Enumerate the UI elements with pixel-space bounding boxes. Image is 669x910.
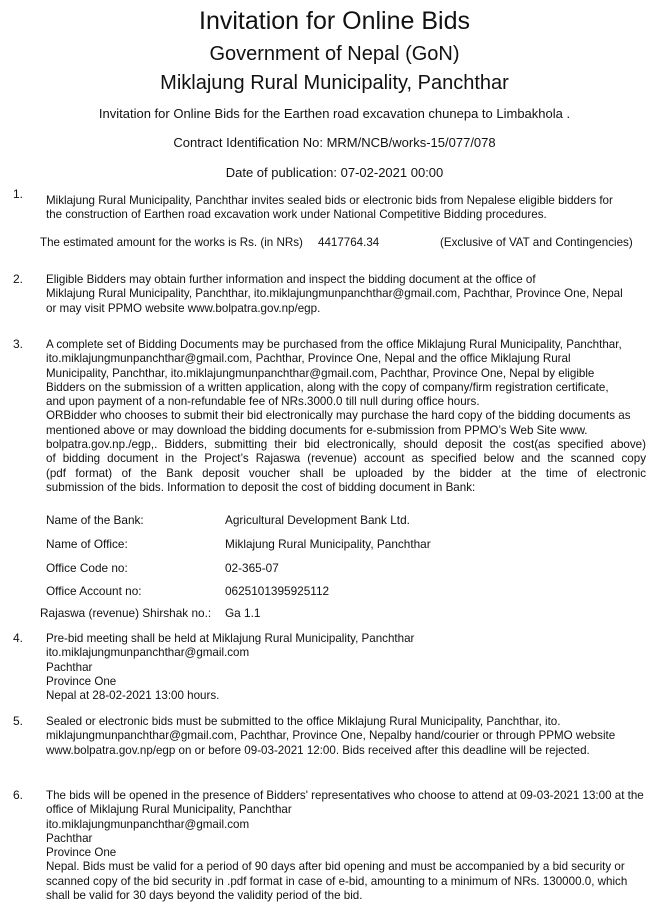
item-line: office of Miklajung Rural Municipality, Panchthar: [46, 803, 292, 817]
item-number: 1.: [13, 187, 24, 201]
item-line: A complete set of Bidding Documents may be purchased from the office Miklajung Rural Municipality, Panchthar,: [46, 338, 622, 351]
item-line: shall be valid for 30 days beyond the validity period of the bid.: [46, 889, 363, 903]
item-line: or may visit PPMO website www.bolpatra.gov.np/egp.: [46, 301, 321, 315]
item-line: Pachthar: [46, 831, 93, 845]
publication-date: Date of publication: 07-02-2021 00:00: [225, 165, 444, 180]
item-6-text: [46, 789, 646, 903]
office-name-label: Name of Office:: [46, 537, 128, 551]
item-line: submission of the bids. Information to deposit the cost of bidding document in Bank:: [46, 480, 476, 494]
estimate-label: The estimated amount for the works is Rs. (in NRs): [40, 236, 303, 249]
item-line: www.bolpatra.gov.np/egp on or before 09-03-2021 12:00. Bids received after this deadline will be rejected.: [46, 743, 590, 757]
item-1-text: [46, 194, 646, 223]
contract-identification: Contract Identification No: MRM/NCB/works-15/077/078: [173, 135, 496, 150]
office-code-value: 02-365-07: [225, 561, 279, 575]
item-line: Nepal at 28-02-2021 13:00 hours.: [46, 689, 220, 703]
item-line: Municipality, Panchthar, ito.miklajungmunpanchthar@gmail.com, Pachthar, Province One, Nepal by eligible: [46, 366, 595, 380]
item-line: Pachthar: [46, 660, 93, 674]
item-line: the construction of Earthen road excavation work under National Competitive Bidding procedures.: [46, 208, 547, 222]
estimate-note: (Exclusive of VAT and Contingencies): [440, 236, 633, 249]
item-number: 2.: [13, 272, 24, 286]
item-line: Bidders on the submission of a written application, along with the copy of company/firm registration certificate,: [46, 380, 609, 394]
item-line: and upon payment of a non-refundable fee of NRs.3000.0 till null during office hours.: [46, 395, 480, 409]
bank-name-label: Name of the Bank:: [46, 513, 144, 527]
government-heading: Government of Nepal (GoN): [209, 43, 460, 65]
item-line: of bidding document in the Project’s Rajaswa (revenue) account as specified below and the scanned copy: [46, 452, 646, 466]
item-number: 4.: [13, 631, 24, 645]
item-3-text: [46, 338, 646, 495]
office-account-value: 0625101395925112: [225, 584, 330, 598]
item-line: Province One: [46, 846, 117, 860]
item-number: 6.: [13, 788, 24, 802]
item-line: Miklajung Rural Municipality, Panchthar, ito.miklajungmunpanchthar@gmail.com, Pachthar, Province One, Nepal: [46, 287, 623, 301]
item-number: 3.: [13, 337, 24, 351]
municipality-heading: Miklajung Rural Municipality, Panchthar: [160, 72, 509, 94]
office-name-value: Miklajung Rural Municipality, Panchthar: [225, 537, 431, 551]
item-4-text: [46, 632, 646, 703]
item-line: Province One: [46, 674, 117, 688]
item-line: ito.miklajungmunpanchthar@gmail.com: [46, 646, 250, 660]
page-title: Invitation for Online Bids: [199, 7, 470, 35]
item-line: Pre-bid meeting shall be held at Miklajung Rural Municipality, Panchthar: [46, 632, 415, 645]
item-line: ito.miklajungmunpanchthar@gmail.com, Pachthar, Province One, Nepal and the office Miklajung Rural: [46, 352, 571, 366]
item-line: bolpatra.gov.np./egp,. Bidders, submitting their bid electronically, should deposit the cost(as specified above): [46, 438, 646, 452]
office-account-label: Office Account no:: [46, 584, 142, 598]
rajaswa-value: Ga 1.1: [225, 606, 261, 620]
item-line: ORBidder who chooses to submit their bid electronically may purchase the hard copy of the bidding documents as: [46, 409, 631, 423]
item-5-text: [46, 715, 646, 758]
item-number: 5.: [13, 714, 24, 728]
item-line: Nepal. Bids must be valid for a period of 90 days after bid opening and must be accompanied by a bid security or: [46, 860, 625, 874]
item-line: Eligible Bidders may obtain further information and inspect the bidding document at the office of: [46, 273, 536, 286]
item-line: miklajungmunpanchthar@gmail.com, Pachthar, Province One, Nepalby hand/courier or through PPMO website: [46, 729, 616, 743]
item-line: scanned copy of the bid security in .pdf format in case of e-bid, amounting to a minimum of NRs. 130000.0, which: [46, 874, 628, 888]
rajaswa-label: Rajaswa (revenue) Shirshak no.:: [40, 606, 212, 620]
item-2-text: [46, 273, 646, 316]
item-line: mentioned above or may download the bidding documents for e-submission from PPMO’s Web Site www.: [46, 423, 588, 437]
item-line: Miklajung Rural Municipality, Panchthar invites sealed bids or electronic bids from Nepalese eligible bidders for: [46, 194, 613, 207]
bid-subject: Invitation for Online Bids for the Earthen road excavation chunepa to Limbakhola .: [98, 106, 571, 121]
estimate-amount: 4417764.34: [318, 236, 380, 249]
item-line: The bids will be opened in the presence of Bidders' representatives who choose to attend at 09-03-2021 13:00 at the: [46, 789, 644, 802]
item-line: (pdf format) of the Bank deposit voucher shall be uploaded by the bidder at the time of electronic: [46, 466, 646, 480]
item-line: Sealed or electronic bids must be submitted to the office Miklajung Rural Municipality, Panchthar, ito.: [46, 715, 561, 728]
office-code-label: Office Code no:: [46, 561, 128, 575]
bank-name-value: Agricultural Development Bank Ltd.: [225, 513, 410, 527]
item-line: ito.miklajungmunpanchthar@gmail.com: [46, 817, 250, 831]
